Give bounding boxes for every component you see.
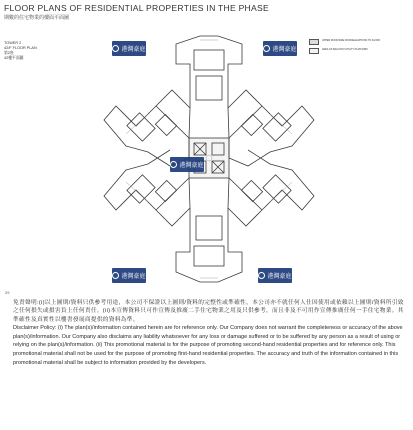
disclaimer-chinese: 免責聲明:(i)以上圖則/資料只供參考用途，本公司不保證以上圖則/資料的完整性或準確性，本公司亦不就任何人仕因使用或依賴以上圖則/資料所引致之任何損失或損害負上任何責任。(ii)本宣傳資料只可作宣傳及推廣二手住宅物業之用及只供參考，而且非及不可用作宣傳推廣任何一手住宅物業。其準確性及真實性以樓書發展商提供的資料為準。 [13, 300, 404, 323]
watermark-logo [170, 157, 204, 172]
logo-icon [258, 272, 265, 279]
legend-label: AREA OF BALCONY/UTILITY PLATFORM [322, 48, 368, 51]
watermark-text: 港灣豪庭 [121, 274, 146, 280]
watermark-text: 港灣豪庭 [267, 274, 292, 280]
page-title: FLOOR PLANS OF RESIDENTIAL PROPERTIES IN THE PHASE [4, 3, 269, 13]
floor-name-en: 42/F FLOOR PLAN [4, 46, 37, 50]
logo-icon [263, 45, 270, 52]
page-number: 29 [5, 290, 10, 295]
watermark-logo [112, 268, 146, 283]
floor-plan-drawing [96, 34, 322, 286]
logo-icon [112, 272, 119, 279]
watermark-text: 港灣豪庭 [121, 47, 146, 53]
floor-name-zh: 42樓平面圖 [4, 56, 24, 60]
logo-icon [170, 161, 177, 168]
watermark-text: 港灣豪庭 [179, 163, 204, 169]
disclaimer-english: Disclaimer Policy: (i) The plan(s)/information contained herein are for reference only. Our Company does not warrant the completeness or accuracy of the above plan(s)/information. Our Company also disclaims any liability whatsoever for any loss or damage suffered or to be suffered by any person as a result of using or relying on the plan(s)/information. (ii) This promotional material is for the purpose of promoting second-hand residential properties and for reference only. This promotional material shall not be used for the purpose of promoting first-hand residential properties. The accuracy and truth of the information contained in this promotional material shall be subject to information provided by the developers. [13, 325, 403, 366]
watermark-logo [258, 268, 292, 283]
legend-label: UPPER ROOF/SIDE DOOR/ELEVATIONS TO FLOOR [322, 39, 381, 42]
plan-info [4, 41, 37, 61]
logo-icon [112, 45, 119, 52]
tower-name-zh: 第2座 [4, 51, 14, 55]
watermark-logo [112, 41, 146, 56]
watermark-text: 港灣豪庭 [272, 47, 297, 53]
watermark-logo [263, 41, 297, 56]
page-subtitle: 期數的住宅物業的樓面平面圖 [4, 15, 70, 21]
disclaimer [13, 299, 405, 367]
tower-name-en: TOWER 2 [4, 41, 22, 45]
